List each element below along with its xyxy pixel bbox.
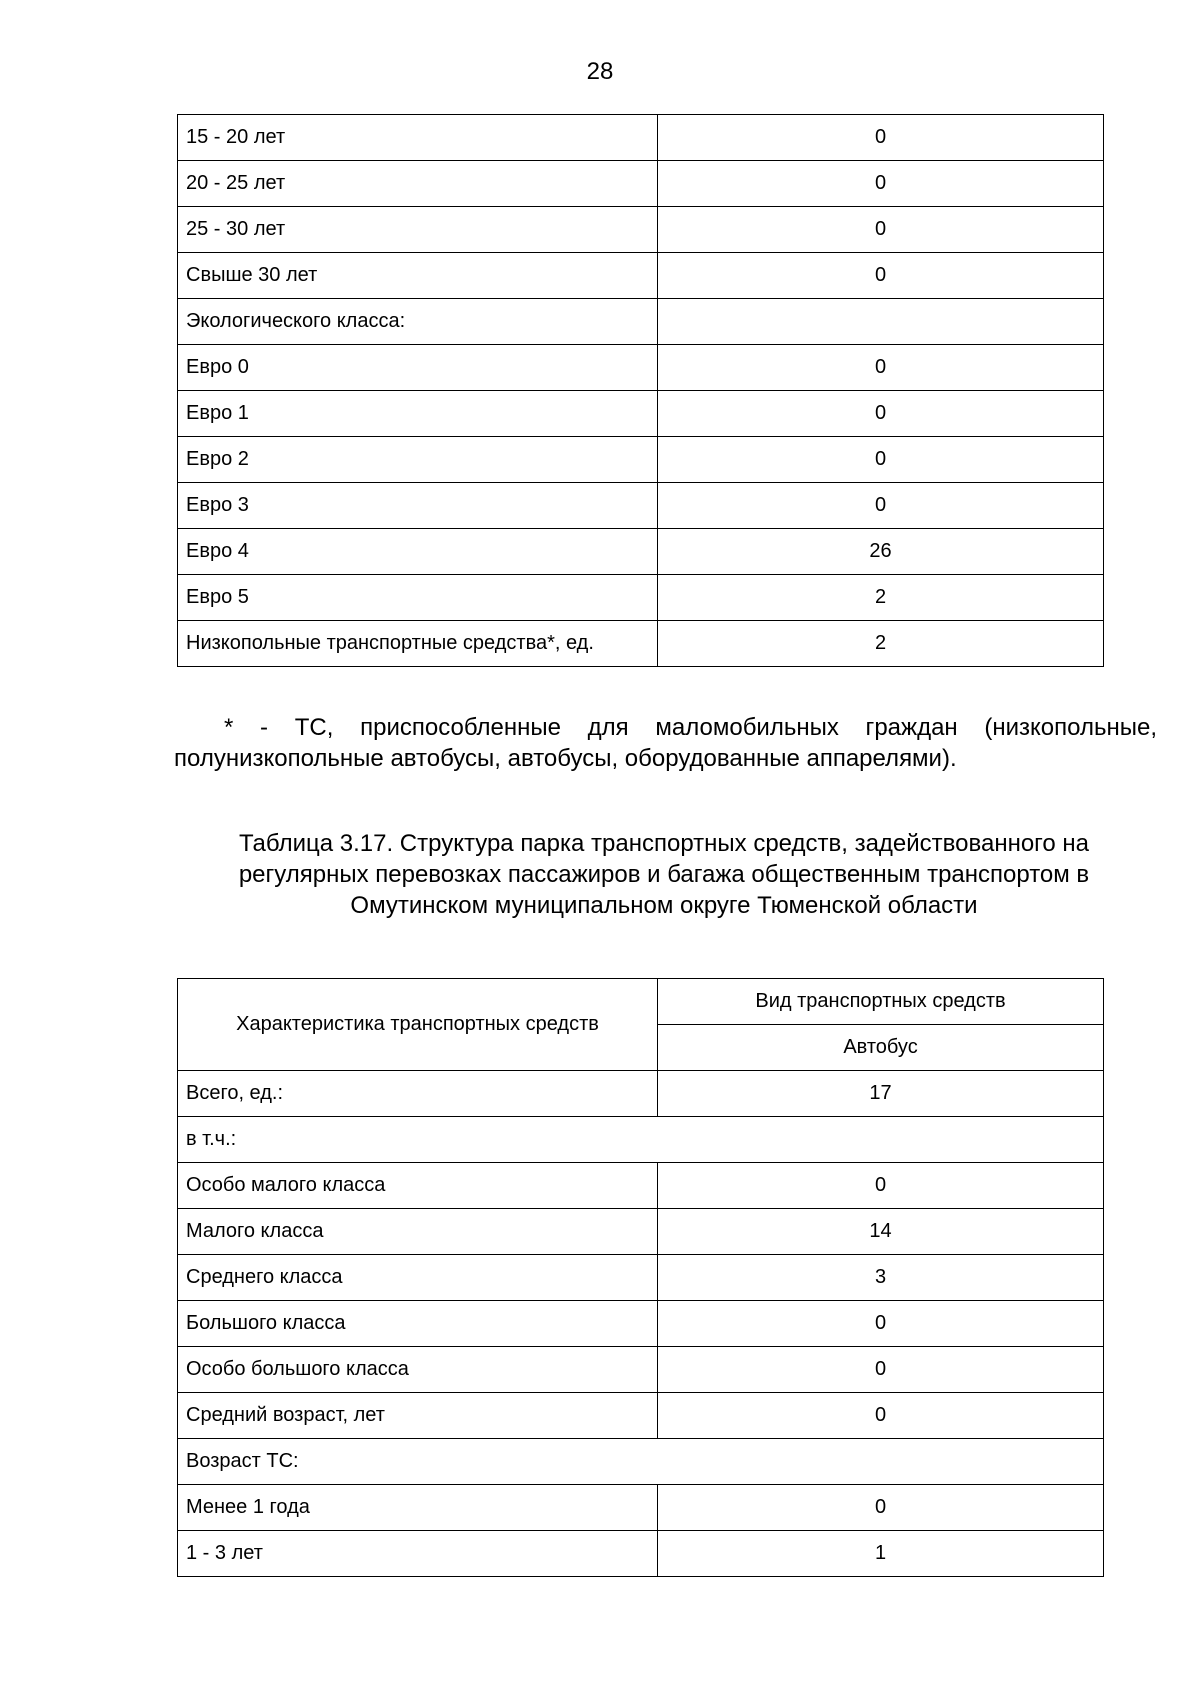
table-row <box>178 621 1104 667</box>
row-value <box>658 299 1104 345</box>
footnote <box>174 712 1157 774</box>
table-row <box>178 1531 1104 1577</box>
table-row <box>178 437 1104 483</box>
table-caption-text: Таблица 3.17. Структура парка транспортных средств, задействованного на регулярных перевозках пассажиров и багажа общественным транспортом в Омутинском муниципальном округе Тюменской области <box>238 830 1090 919</box>
row-value: 0 <box>658 161 1104 207</box>
fleet-structure-table <box>177 978 1104 1577</box>
row-label: Евро 2 <box>178 437 658 483</box>
page-number: 28 <box>586 58 614 85</box>
table-row <box>178 575 1104 621</box>
row-label: Экологического класса: <box>178 299 658 345</box>
row-value: 0 <box>658 1163 1104 1209</box>
row-label: 25 - 30 лет <box>178 207 658 253</box>
table-row <box>178 1393 1104 1439</box>
row-label: Среднего класса <box>178 1255 658 1301</box>
row-value: 1 <box>658 1531 1104 1577</box>
row-value: 14 <box>658 1209 1104 1255</box>
vehicle-age-eco-class-table <box>177 114 1104 667</box>
row-label: Евро 3 <box>178 483 658 529</box>
row-value: 3 <box>658 1255 1104 1301</box>
row-label: Малого класса <box>178 1209 658 1255</box>
table-row <box>178 161 1104 207</box>
row-label: 1 - 3 лет <box>178 1531 658 1577</box>
row-label: Евро 4 <box>178 529 658 575</box>
row-value: 0 <box>658 115 1104 161</box>
row-label: Свыше 30 лет <box>178 253 658 299</box>
row-label: 20 - 25 лет <box>178 161 658 207</box>
table-row <box>178 207 1104 253</box>
table-row <box>178 1485 1104 1531</box>
table-row <box>178 483 1104 529</box>
table-row <box>178 1439 1104 1485</box>
row-value: 2 <box>658 575 1104 621</box>
table-row <box>178 391 1104 437</box>
row-value: 17 <box>658 1071 1104 1117</box>
table-row <box>178 1209 1104 1255</box>
table-row <box>178 1255 1104 1301</box>
table-row <box>178 1347 1104 1393</box>
row-value: 26 <box>658 529 1104 575</box>
row-value: 0 <box>658 437 1104 483</box>
header-bus: Автобус <box>658 1025 1104 1071</box>
header-characteristic: Характеристика транспортных средств <box>178 979 658 1071</box>
row-label: Низкопольные транспортные средства*, ед. <box>178 621 658 667</box>
row-value: 0 <box>658 345 1104 391</box>
row-value: 0 <box>658 1485 1104 1531</box>
table-header-row <box>178 979 1104 1025</box>
row-label: Средний возраст, лет <box>178 1393 658 1439</box>
row-label: Особо малого класса <box>178 1163 658 1209</box>
row-value: 0 <box>658 1301 1104 1347</box>
row-label: Возраст ТС: <box>178 1439 1104 1485</box>
row-value: 2 <box>658 621 1104 667</box>
table-row <box>178 1301 1104 1347</box>
table-caption <box>0 828 1200 921</box>
table-row <box>178 299 1104 345</box>
table-row <box>178 253 1104 299</box>
footnote-text: * - ТС, приспособленные для маломобильных граждан (низкопольные, полунизкопольные автобусы, автобусы, оборудованные аппарелями). <box>174 714 1157 772</box>
table-row <box>178 1117 1104 1163</box>
row-label: Особо большого класса <box>178 1347 658 1393</box>
row-label: Евро 0 <box>178 345 658 391</box>
table-bottom-body <box>178 979 1104 1577</box>
row-label: в т.ч.: <box>178 1117 1104 1163</box>
table-row <box>178 115 1104 161</box>
row-label: Большого класса <box>178 1301 658 1347</box>
row-value: 0 <box>658 1393 1104 1439</box>
row-value: 0 <box>658 207 1104 253</box>
table-top-body <box>178 115 1104 667</box>
row-value: 0 <box>658 391 1104 437</box>
table-row <box>178 529 1104 575</box>
table-row <box>178 345 1104 391</box>
row-value: 0 <box>658 1347 1104 1393</box>
row-label: Евро 1 <box>178 391 658 437</box>
row-label: Евро 5 <box>178 575 658 621</box>
row-label: Всего, ед.: <box>178 1071 658 1117</box>
table-row <box>178 1163 1104 1209</box>
row-value: 0 <box>658 253 1104 299</box>
header-vehicle-type: Вид транспортных средств <box>658 979 1104 1025</box>
row-value: 0 <box>658 483 1104 529</box>
row-label: 15 - 20 лет <box>178 115 658 161</box>
table-row <box>178 1071 1104 1117</box>
row-label: Менее 1 года <box>178 1485 658 1531</box>
